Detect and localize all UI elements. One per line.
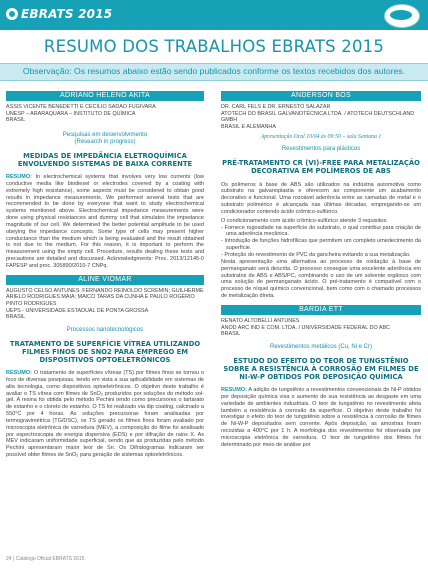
right-column <box>221 91 421 449</box>
article-title: PRÉ-TRATAMENTO CR (VI)-FREE PARA METALIZAÇÃO DECORATIVA EM POLÍMEROS DE ABS <box>222 159 420 176</box>
article-title: TRATAMENTO DE SUPERFÍCIE VÍTREA UTILIZANDO FILMES FINOS DE SNO2 PARA EMPREGO EM DISPOSITIVOS OPTOELETRÔNICOS <box>9 339 201 364</box>
abstract-label: RESUMO: <box>6 173 32 180</box>
list-item: - Fornece rugosidade na superfície do substrato, o qual contribui para criação de uma aderência mecânica. <box>221 224 421 238</box>
presenter-header: ALINE VIOMAR <box>6 275 204 285</box>
category-label: Processos nanotecnológicos <box>66 326 144 333</box>
page-title: RESUMO DOS TRABALHOS EBRATS 2015 <box>43 37 385 56</box>
abstract-text: In electrochemical systems that involves very low currents (low conductive media like biodiesel or electrodes covered by a coating with extremely high resistance), some aspects must be considered to obtain good results in impedance measurements. We performed several tests that are recommended to be done by everyone that want to study electrochemical systems mentioned above. Electrochemical impedance measurements were done using physical resistances and dummy cell that simulates the impedance magnitude of our cell. We determined the better potential amplitude to be used obeying the impedance concepts. Some type of cells may present higher conductance than the medium which is being evaluated and the result obtained is not due to the medium. For this reason, it is important to perform the measurement using the empty cell. Procedure, results dealing these tests and precautions are detailed and discussed. Acknowledgments: Proc. 2013/12145-0 FAPESP and proc. 305890/2010-7 CNPq. <box>6 173 204 269</box>
abstract-text: A adição de tungstênio a revestimentos convencionais de Ni-P obtidos por deposição química visa o aumento de sua resistência ao desgaste em uma variedade de ambientes industriais. O teor de tungstênio no revestimento afeta também a resistência à corrosão da superfície. O objetivo deste trabalho foi investigar o efeito do teor de tungstênio sobre a resistência à corrosão de filmes de Ni-W-P depositados sem corrente. Após deposição, as amostras foram recozidas a 400°C por 1 h. A morfologia dos revestimentos foi observada por microscopia eletrônica de varredura. O teor de tungstênio dos filmes foi determinado por meio de análise por <box>221 386 422 448</box>
logo-text: EBRATS 2015 <box>21 7 113 21</box>
presentation-info: Apresentação Oral 10/04 às 09:50 – sala Santana 1 <box>260 134 382 141</box>
article-abstract <box>6 174 204 270</box>
authors: AUGUSTO CELSO ANTUNES; FERNANDO REINOLDO SCREMIN; GUILHERME ARIELO RODRIGUES MAIA; MAICO TARAS DA CUNHA E PAULO ROGÉRIO PINTO RODRIGUES UEPS - UNIVERSIDADE ESTADUAL DE PONTA GROSSA BRASIL <box>6 287 204 321</box>
authors: DR. CARL FELS E DR. ERNESTO SALAZAR ATOTECH DO BRASIL GALVANOTÉCNICA LTDA. / ATOTECH DEUTSCHLAND GMBH BRASIL E ALEMANHA <box>221 104 415 130</box>
abstract-label: RESUMO: <box>221 386 247 393</box>
category <box>6 132 204 146</box>
list-item: - Introdução de funções hidrofílicas que permitem um completo umedecimento da superfície. <box>221 238 421 252</box>
article-title: MEDIDAS DE IMPEDÂNCIA ELETROQUÍMICA ENVOLVENDO SISTEMAS DE BAIXA CORRENTE <box>17 151 193 168</box>
presenter-header: ADRIANO HELENO AKITA <box>6 91 204 101</box>
requirements-list <box>221 225 421 259</box>
article-paragraph: O condicionamento com ácido crômico-sulfúrico atende 3 requisitos: <box>221 217 388 224</box>
ebrats-logo <box>6 7 112 21</box>
header-bar <box>0 0 428 30</box>
category-label: Revestimentos metálicos (Cu, Ni e Cr) <box>269 343 373 350</box>
left-column <box>6 91 204 459</box>
abstract-text: O tratamento de superfícies vítreas (TS) por filmes finos se tornou o foco de diversas pesquisas, tendo em vista a sua aplicabilidade em sistemas de alta tecnologia, como dispositivos optoeletrônicos. O objetivo deste trabalho é avaliar o TS vítrea com filmes de SnO₂ produzidos por soluções do método sol-gel. A resina foi obtida pelo método Pechini tendo como precursores o tartarato de estanho e o cloreto de estanho. O TS foi realizado via dip coating, calcinado a 550°C por 4 horas. As soluções precursoras foram analisadas por termogravimétrica (TG/DSC), os TS gerado os filmes finos foram avaliado por microscopia eletrônica de varredura (MEV), a composição do filme foi analisado por espectroscopia de energia dispersiva (EDS) e por difração de raios X. As MEV indicaram uniformidade superficial, sendo que as produzidas pelo método Pechini apresentaram maior teor de Sn. Os Difratogramas indicaram ser possível obter filmes de SnO₂ para geração de sistemas optoeletrônicos. <box>6 370 204 459</box>
authors: RENATO ALTOBELLI ANTUNES ANOD ARC IND E COM. LTDA. / UNIVERSIDADE FEDERAL DO ABC BRASIL <box>221 317 390 338</box>
article-abstract <box>221 387 421 449</box>
logo-mark-icon <box>6 8 18 20</box>
category-label: Revestimentos para plásticos <box>281 146 361 153</box>
article-paragraph: Nesta apresentação uma alternativa ao processo de oxidação à base de permanganato será descrita. O processo consegue uma excelente aderência em substratos de ABS e ABS/PC, combinando o uso de um solvente orgânico com uma solução de permanganato ácido. O pré-tratamento é compatível com o processo de níquel químico convencional, bem como com o chamado processos de metalização direta. <box>221 258 421 300</box>
abts-seal-icon <box>384 4 420 28</box>
presenter-header: ANDERSON BOS <box>221 91 421 101</box>
article-paragraph: Os polímeros à base de ABS são utilizados na indústria automotiva como substrato na galvanoplastia e oferecem ao componente um acabamento decorativo e funcional. Uma rozoável aderência entre as camadas de metal e o substrato polimérico é alcançada nas últimas décadas, empregando-se um condicionador contendo ácido crômico-sulfúrico. <box>221 181 421 215</box>
note-bar <box>0 63 428 81</box>
article-abstract <box>6 370 204 459</box>
presenter-header: BARDIA ETT <box>221 305 421 315</box>
article-title: ESTUDO DO EFEITO DO TEOR DE TUNGSTÊNIO SOBRE A RESISTÊNCIA À CORROSÃO EM FILMES DE NI-W-P OBTIDOS POR DEPOSIÇÃO QUÍMICA <box>223 356 419 381</box>
authors: ASSIS VICENTE BENEDETTI E CECILIO SADAO FUGIVARA UNESP – ARARAQUARA – INSTITUTO DE QUÍMICA BRASIL <box>6 104 156 124</box>
category-label-en: (Research in progress) <box>74 138 136 145</box>
abstract-label: RESUMO: <box>6 370 32 377</box>
note-text: Observação: Os resumos abaixo estão sendo publicados conforme os textos recebidos dos autores. <box>22 66 406 76</box>
category-label: Pesquisas em desenvolvimento <box>62 131 148 138</box>
list-item: - Proteção do revestimento de PVC da gancheira evitando a sua metalização. <box>221 252 411 258</box>
page-footer: 24 | Catálogo Oficial EBRATS 2015 <box>6 556 85 562</box>
